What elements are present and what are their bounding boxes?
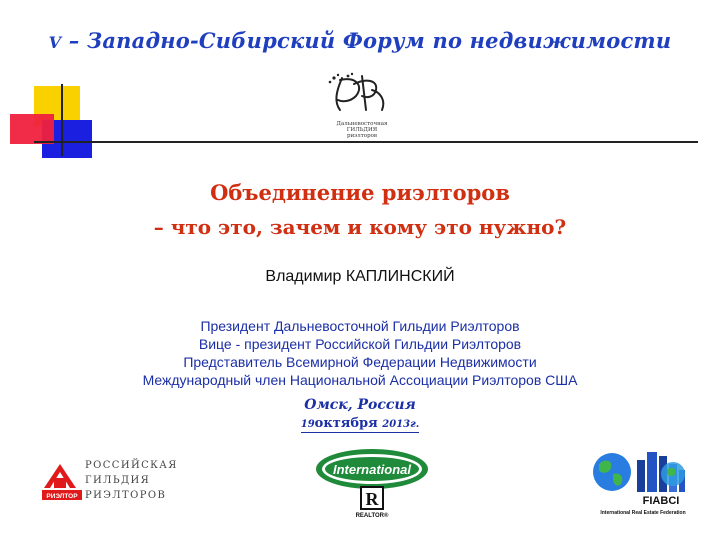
- guild-caption-line-1: Дальневосточная: [336, 121, 388, 127]
- fiabci-name: FIABCI: [642, 495, 680, 507]
- forum-name: Западно-Сибирский Форум по недвижимости: [87, 28, 672, 53]
- fiabci-globe-icon: [593, 453, 631, 491]
- speaker-role-3: Представитель Всемирной Федерации Недвижимости: [183, 354, 537, 370]
- international-word: International: [332, 462, 412, 477]
- rgr-badge-text: РИЭЛТОР: [46, 493, 78, 500]
- realtor-mark: REALTOR®: [355, 513, 389, 519]
- fiabci-globe-right-icon: [661, 462, 685, 486]
- russian-guild-name: [85, 458, 178, 503]
- event-date-underlined: [301, 416, 420, 433]
- decor-red-square: [10, 114, 54, 144]
- speaker-name: Владимир КАПЛИНСКИЙ: [265, 268, 455, 285]
- event-date-month: октября: [314, 416, 378, 431]
- rgr-line-1: РОССИЙСКАЯ: [85, 460, 178, 471]
- guild-monogram-icon: [322, 70, 402, 116]
- event-city: Омск, Россия: [304, 397, 416, 413]
- speaker-role-1: Президент Дальневосточной Гильдии Риэлторов: [200, 318, 520, 334]
- event-date-day: 19: [300, 419, 315, 430]
- guild-caption-line-3: риэлторов: [346, 133, 378, 139]
- fiabci-subtitle: International Real Estate Federation: [600, 510, 686, 516]
- forum-title: [0, 28, 720, 53]
- speaker-role-4: Международный член Национальной Ассоциации Риэлторов США: [142, 372, 578, 388]
- event-date: [0, 416, 720, 431]
- rgr-line-2: ГИЛЬДИЯ: [85, 475, 151, 486]
- decor-horizontal-line: [34, 141, 698, 143]
- forum-edition: V: [48, 33, 62, 52]
- rgr-line-3: РИЭЛТОРОВ: [85, 490, 167, 501]
- event-date-year: 2013г.: [382, 419, 420, 430]
- presentation-title-line-1: Объединение риэлторов: [210, 180, 510, 205]
- guild-caption-line-2: ГИЛЬДИЯ: [346, 127, 378, 133]
- realtor-letter: R: [365, 489, 379, 509]
- forum-dash: –: [68, 28, 80, 53]
- decor-vertical-line: [61, 84, 63, 156]
- presentation-title-line-2: – что это, зачем и кому это нужно?: [153, 215, 567, 239]
- fiabci-logo: [587, 444, 697, 518]
- speaker-role-2: Вице - президент Российской Гильдии Риэлторов: [198, 336, 522, 352]
- far-eastern-guild-logo: [322, 70, 402, 140]
- international-realtor-logo: [312, 447, 432, 519]
